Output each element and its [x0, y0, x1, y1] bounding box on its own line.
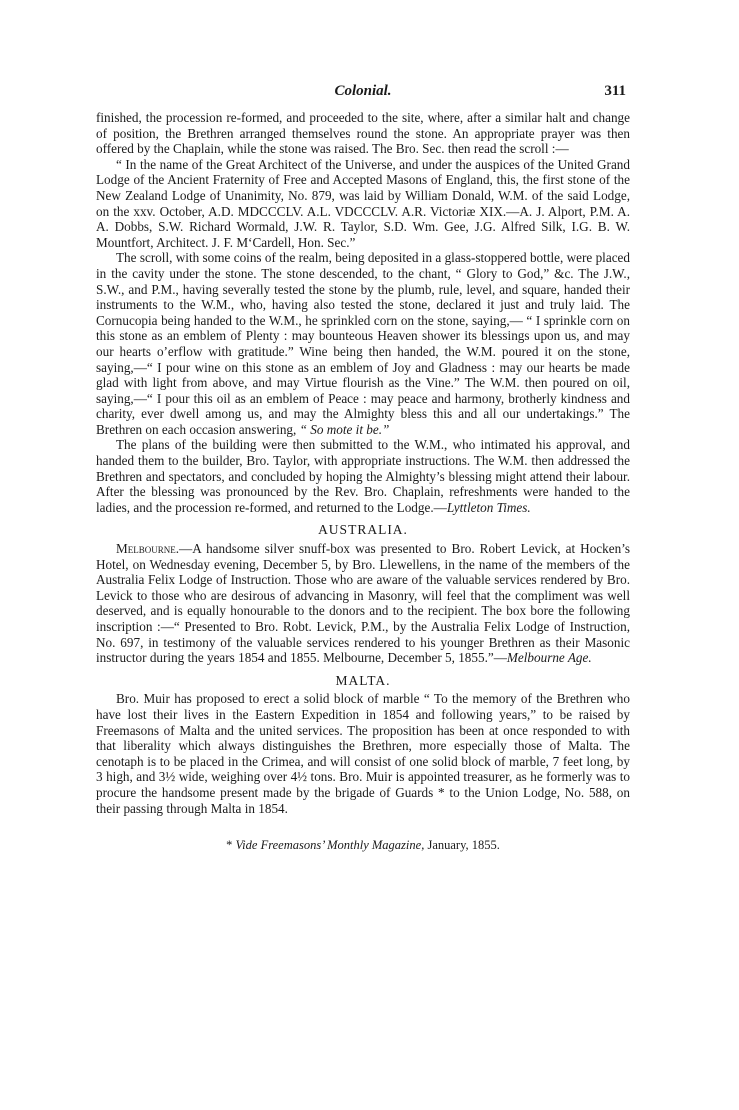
footnote-source: Vide Freemasons’ Monthly Magazine, — [235, 838, 425, 853]
paragraph-australia — [96, 541, 630, 666]
footnote — [96, 838, 630, 854]
plans-source: Lyttleton Times. — [446, 499, 531, 515]
footnote-date: January, 1855. — [424, 838, 500, 853]
paragraph-plans — [96, 437, 630, 515]
australia-place: Melbourne. — [116, 541, 180, 557]
ceremony-response: “ So mote it be.” — [299, 421, 390, 437]
australia-text: —A handsome silver snuff-box was presented to Bro. Robert Levick, at Hocken’s Hotel, on Wednesday evening, December 5, by Bro. Llewellens, in the name of the members of the Australia Felix Lodge of Instruction. Those who are aware of the valuable services rendered by Bro. Levick to those who are desirous of advancing in Masonry, will feel that the compliment was well deserved, and is equally honourable to the donors and to the recipient. The box bore the following inscription :—“ Presented to Bro. Robt. Levick, P.M., by the Australia Felix Lodge of Instruction, No. 697, in testimony of the valuable services rendered to his younger Brethren as their Masonic instructor during the years 1854 and 1855. Melbourne, December 5, 1855.”— — [96, 541, 630, 666]
ceremony-text: The scroll, with some coins of the realm, being deposited in a glass-stoppered bottle, were placed in the cavity under the stone. The stone descended, to the chant, “ Glory to God,” &c. The J.W., S.W., and P.M., having severally tested the stone by the plumb, rule, level, and square, handed their instruments to the W.M., who, having also tested the stone, declared it just and truly laid. The Cornucopia being handed to the W.M., he sprinkled corn on the stone, saying,— “ I sprinkle corn on this stone as an emblem of Plenty : may bounteous Heaven shower its blessings upon us, and may our hearts o’erflow with gratitude.” Wine being then handed, the W.M. poured it on the stone, saying,—“ I pour wine on this stone as an emblem of Joy and Gladness : may our hearts be made glad with light from above, and may Virtue flourish as the Vine.” The W.M. then poured on oil, saying,—“ I pour this oil as an emblem of Peace : may peace and harmony, brotherly kindness and charity, ever dwell among us, and may the Almighty bless this and all our undertakings.” The Brethren on each occasion answering, — [96, 250, 630, 437]
paragraph-malta: Bro. Muir has proposed to erect a solid block of marble “ To the memory of the Brethren who have lost their lives in the Eastern Expedition in 1854 and following years,” to be raised by Freemasons of Malta and the united services. The proposition has been at once responded to with that liberality which always distinguishes the Brethren, more especially those of Malta. The cenotaph is to be placed in the Crimea, and will consist of one solid block of marble, 7 feet long, by 3 high, and 3½ wide, weighing over 4½ tons. Bro. Muir is appointed treasurer, as he formerly was to procure the handsome present made by the brigade of Guards * to the Union Lodge, No. 588, on their passing through Malta in 1854. — [96, 691, 630, 816]
section-heading-australia: AUSTRALIA. — [318, 522, 408, 538]
plans-text: The plans of the building were then submitted to the W.M., who intimated his approval, and handed them to the builder, Bro. Taylor, with appropriate instructions. The W.M. then addressed the Brethren and spectators, and concluded by hoping the Almighty’s blessing might attend their labour. After the blessing was pronounced by the Rev. Bro. Chaplain, refreshments were handed to the ladies, and the procession re-formed, and returned to the Lodge.— — [96, 437, 630, 515]
running-head: Colonial. — [334, 83, 392, 99]
page — [96, 84, 630, 854]
paragraph-ceremony — [96, 250, 630, 437]
paragraph-procession: finished, the procession re-formed, and proceeded to the site, where, after a similar halt and change of position, the Brethren arranged themselves round the stone. An appropriate prayer was then offered by the Chaplain, while the stone was raised. The Bro. Sec. then read the scroll :— — [96, 110, 630, 157]
page-header — [96, 84, 630, 110]
paragraph-scroll-text: “ In the name of the Great Architect of the Universe, and under the auspices of the United Grand Lodge of the Ancient Fraternity of Free and Accepted Masons of England, this, the first stone of the New Zealand Lodge of Unanimity, No. 879, was laid by William Donald, W.M. of the said Lodge, on the xxv. October, A.D. MDCCCLV. A.L. VDCCCLV. A.R. Victoriæ XIX.—A. J. Alport, P.M. A. A. Dobbs, S.W. Richard Wormald, J.W. R. Taylor, S.D. Wm. Gee, J.G. Alfred Silk, I.G. B. W. Mountfort, Architect. J. F. M‘Cardell, Hon. Sec.” — [96, 156, 630, 250]
footnote-marker: * — [226, 838, 236, 853]
page-number: 311 — [604, 83, 626, 99]
australia-source: Melbourne Age. — [506, 650, 592, 666]
section-heading-malta: MALTA. — [335, 672, 391, 688]
